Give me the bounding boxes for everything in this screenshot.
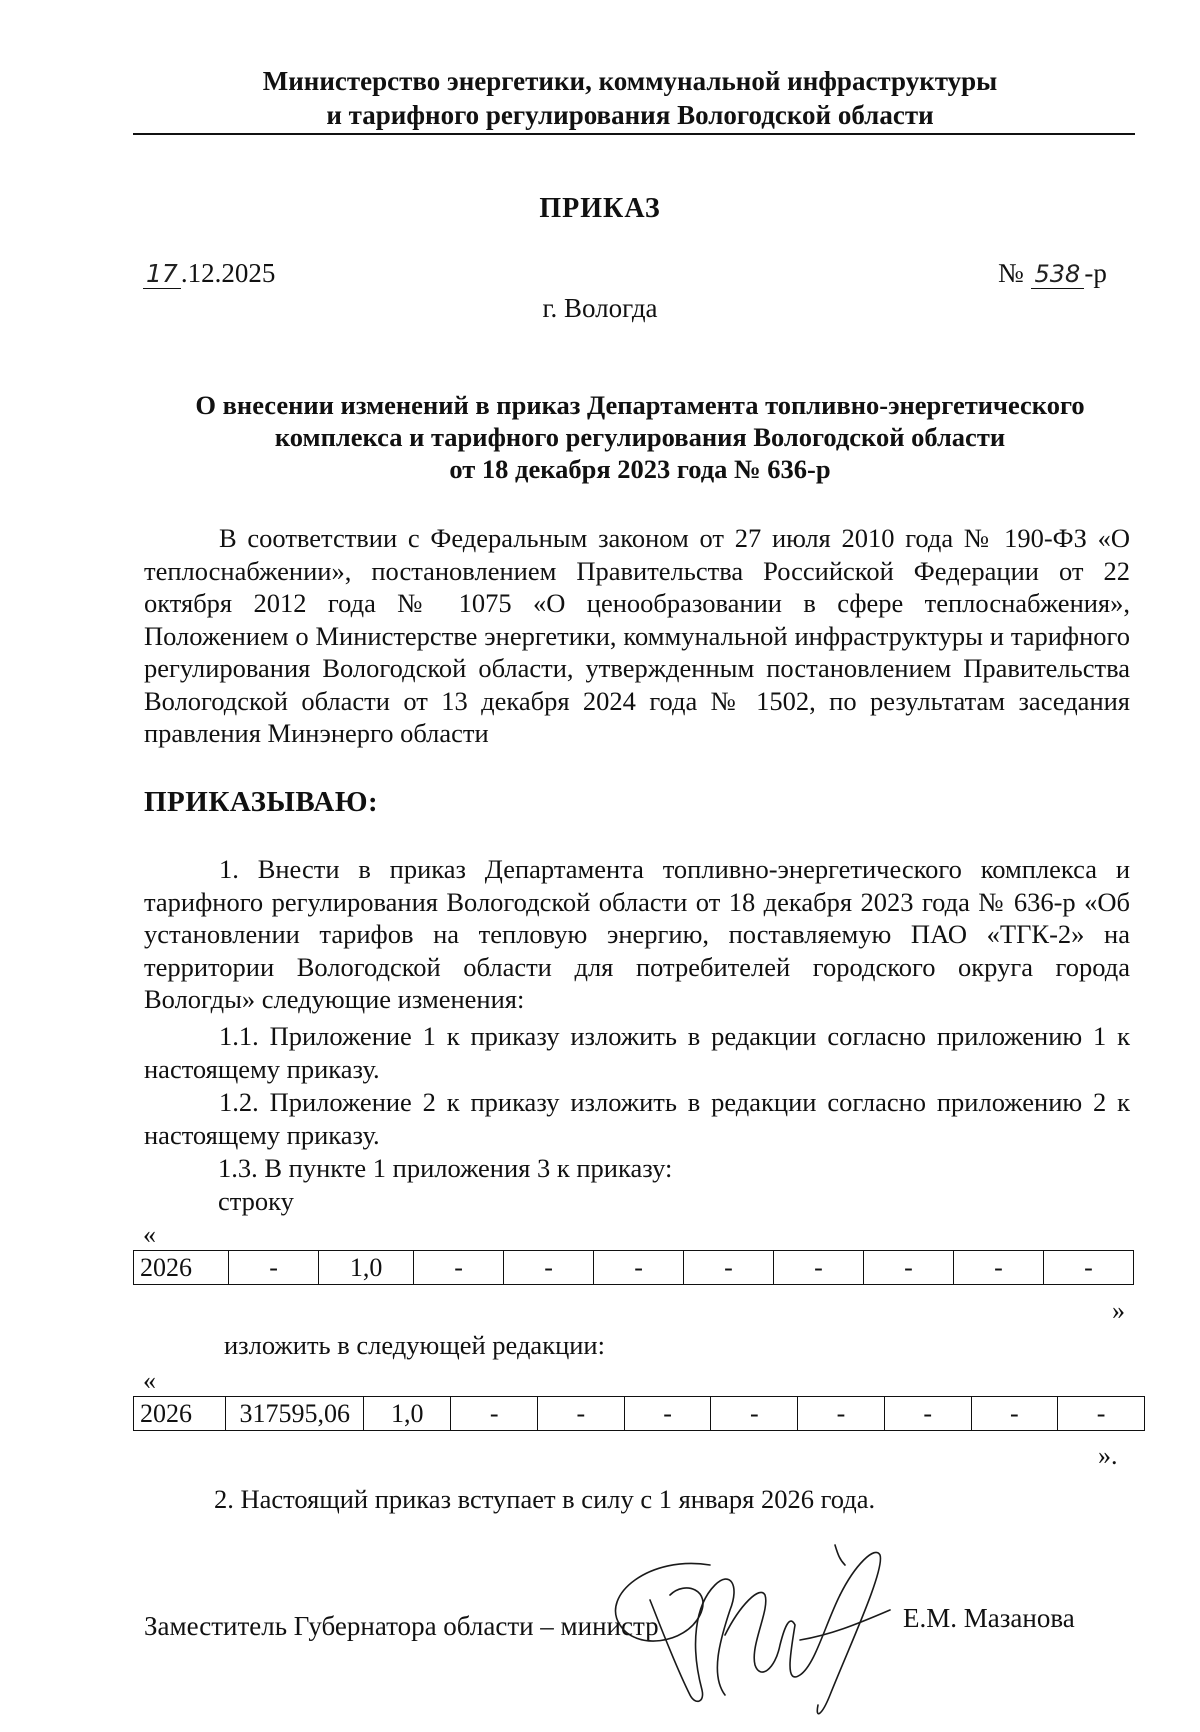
table-cell: - [684, 1251, 774, 1285]
date-rest: .12.2025 [180, 258, 276, 288]
close-quote-old: » [1112, 1296, 1125, 1325]
item-1-1: 1.1. Приложение 1 к приказу изложить в редакции согласно приложению 1 к настоящему приказу. [144, 1021, 1130, 1084]
city: г. Вологда [542, 293, 658, 323]
new-row-table [133, 1396, 1145, 1431]
signer-name: Е.М. Мазанова [903, 1603, 1075, 1633]
table-cell: - [971, 1397, 1058, 1431]
order-word: ПРИКАЗЫВАЮ: [144, 786, 379, 818]
table-cell: - [451, 1397, 538, 1431]
order-title [150, 389, 1130, 485]
close-quote-new: ». [1098, 1441, 1118, 1470]
table-row [134, 1251, 1134, 1285]
table-cell: 2026 [134, 1251, 229, 1285]
table-cell: - [774, 1251, 864, 1285]
title-line2: комплекса и тарифного регулирования Вологодской области [274, 422, 1006, 452]
ministry-header-line1: Министерство энергетики, коммунальной инфраструктуры [262, 66, 998, 96]
table-cell: - [884, 1397, 971, 1431]
item-1-2: 1.2. Приложение 2 к приказу изложить в редакции согласно приложению 2 к настоящему приказу. [144, 1087, 1130, 1150]
table-cell: 1,0 [319, 1251, 414, 1285]
item-2: 2. Настоящий приказ вступает в силу с 1 января 2026 года. [214, 1484, 876, 1514]
table-cell: - [953, 1251, 1043, 1285]
table-cell: - [414, 1251, 504, 1285]
preamble-paragraph: В соответствии с Федеральным законом от 27 июля 2010 года № 190-ФЗ «О теплоснабжении», постановлением Правительства Российской Федерации от 22 октября 2012 года № 1075 «О ценообразовании в сфере теплоснабжения», Положением о Министерстве энергетики, коммунальной инфраструктуры и тарифного регулирования Вологодской области, утвержденным постановлением Правительства Вологодской области от 13 декабря 2024 года № 1502, по результатам заседания правления Минэнерго области [144, 523, 1130, 748]
ministry-header [130, 64, 1130, 132]
order-number [998, 258, 1107, 289]
table-cell: - [1043, 1251, 1133, 1285]
table-cell: - [711, 1397, 798, 1431]
table-cell: 2026 [134, 1397, 226, 1431]
old-row-table [133, 1250, 1134, 1285]
header-rule [133, 133, 1135, 135]
table-cell: - [504, 1251, 594, 1285]
table-cell: - [538, 1397, 625, 1431]
table-cell: - [863, 1251, 953, 1285]
item-1: 1. Внести в приказ Департамента топливно-энергетического комплекса и тарифного регулирования Вологодской области от 18 декабря 2023 года № 636-р «Об установлении тарифов на тепловую энергию, поставляемую ПАО «ТГК-2» на территории Вологодской области для потребителей городского округа города Вологды» следующие изменения: [144, 854, 1130, 1014]
signer-title: Заместитель Губернатора области – министр [144, 1611, 659, 1641]
date-day-handwritten: 17 [143, 259, 181, 289]
title-line3: от 18 декабря 2023 года № 636-р [449, 454, 831, 484]
title-line1: О внесении изменений в приказ Департамента топливно-энергетического [195, 390, 1085, 420]
table-cell: 317595,06 [226, 1397, 364, 1431]
table-cell: - [594, 1251, 684, 1285]
row-word: строку [218, 1186, 294, 1216]
number-suffix: -р [1084, 258, 1107, 288]
document-type: ПРИКАЗ [539, 193, 661, 224]
table-row [134, 1397, 1145, 1431]
item-1-3: 1.3. В пункте 1 приложения 3 к приказу: [218, 1153, 673, 1183]
table-cell: - [229, 1251, 319, 1285]
open-quote-new: « [143, 1366, 156, 1395]
number-handwritten: 538 [1031, 260, 1085, 289]
order-date [143, 258, 275, 289]
table-cell: - [798, 1397, 885, 1431]
new-edition-label: изложить в следующей редакции: [224, 1330, 605, 1360]
table-cell: - [624, 1397, 711, 1431]
number-prefix: № [998, 258, 1024, 288]
handwritten-signature [590, 1525, 900, 1725]
table-cell: 1,0 [364, 1397, 451, 1431]
ministry-header-line2: и тарифного регулирования Вологодской области [326, 100, 934, 130]
open-quote-old: « [143, 1220, 156, 1249]
table-cell: - [1058, 1397, 1145, 1431]
